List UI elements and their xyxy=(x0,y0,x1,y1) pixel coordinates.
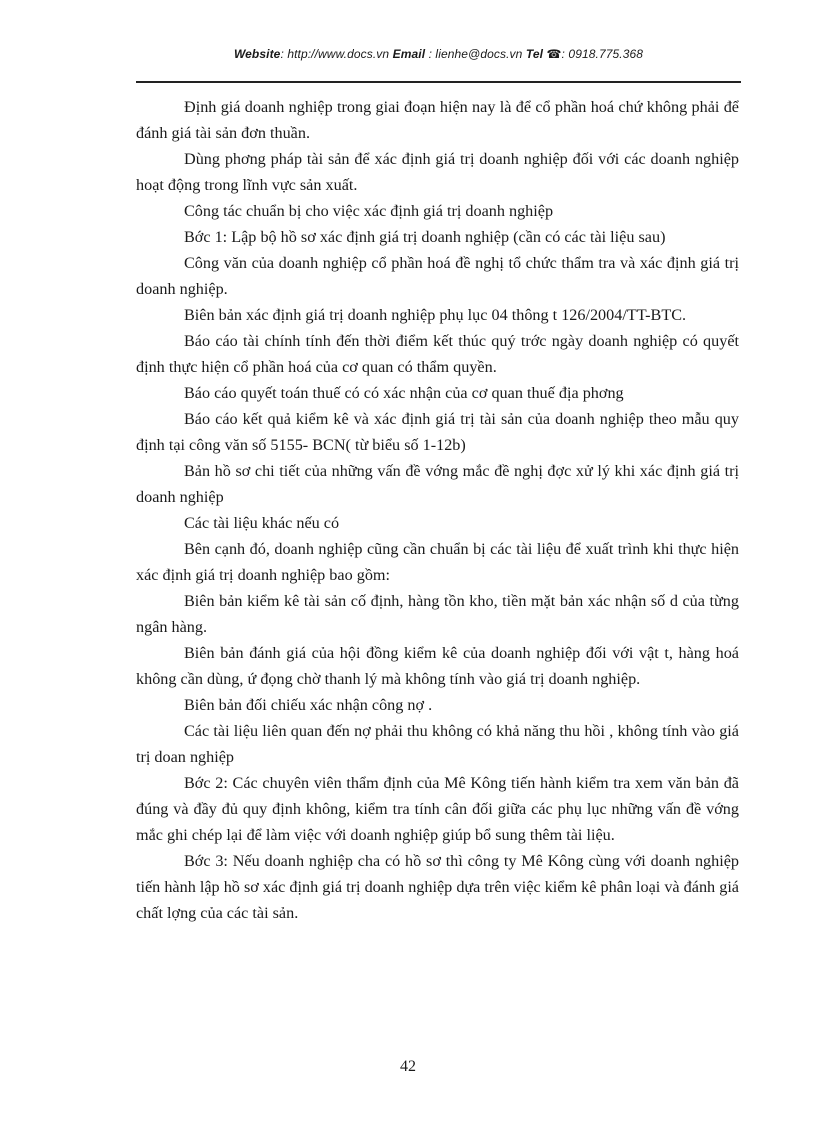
page-number: 42 xyxy=(400,1058,416,1075)
header-divider xyxy=(136,81,741,83)
paragraph: Định giá doanh nghiệp trong giai đoạn hiện nay là để cổ phần hoá chứ không phải để đánh giá tài sản đơn thuần. xyxy=(136,98,739,142)
paragraph: Báo cáo kết quả kiểm kê và xác định giá trị tài sản của doanh nghiệp theo mẫu quy định tại công văn số 5155- BCN( từ biểu số 1-12b) xyxy=(136,410,739,454)
email-value: : lienhe@docs.vn xyxy=(428,47,523,61)
paragraph: Dùng phơng pháp tài sản để xác định giá trị doanh nghiệp đối với các doanh nghiệp hoạt động trong lĩnh vực sản xuất. xyxy=(136,150,739,194)
paragraph: Bớc 2: Các chuyên viên thẩm định của Mê Kông tiến hành kiểm tra xem văn bản đã đúng và đầy đủ quy định không, kiểm tra tính cân đối giữa các phụ lục những vấn đề vớng mắc ghi chép lại để làm việc với doanh nghiệp giúp bổ sung thêm tài liệu. xyxy=(136,774,739,844)
paragraph: Bớc 1: Lập bộ hồ sơ xác định giá trị doanh nghiệp (cần có các tài liệu sau) xyxy=(184,228,666,246)
phone-icon: ☎ xyxy=(546,47,562,61)
paragraph: Công tác chuẩn bị cho việc xác định giá trị doanh nghiệp xyxy=(184,202,554,220)
paragraph: Bớc 3: Nếu doanh nghiệp cha có hồ sơ thì công ty Mê Kông cùng với doanh nghiệp tiến hành lập hồ sơ xác định giá trị doanh nghiệp dựa trên việc kiểm kê phân loại và đánh giá chất lợng của các tài sản. xyxy=(136,852,739,922)
website-label: Website xyxy=(233,47,281,61)
paragraph: Các tài liệu khác nếu có xyxy=(184,514,340,532)
paragraph: Báo cáo tài chính tính đến thời điểm kết thúc quý trớc ngày doanh nghiệp có quyết định thực hiện cổ phần hoá của cơ quan có thẩm quyền. xyxy=(136,332,739,376)
page-header xyxy=(136,47,741,61)
tel-value: : 0918.775.368 xyxy=(561,47,644,61)
paragraph: Biên bản đối chiếu xác nhận công nợ . xyxy=(184,696,433,714)
document-body xyxy=(136,94,739,926)
paragraph: Công văn của doanh nghiệp cổ phần hoá đề nghị tổ chức thẩm tra và xác định giá trị doanh nghiệp. xyxy=(136,254,739,298)
paragraph: Biên bản xác định giá trị doanh nghiệp phụ lục 04 thông t 126/2004/TT-BTC. xyxy=(184,306,687,324)
paragraph: Báo cáo quyết toán thuế có có xác nhận của cơ quan thuế địa phơng xyxy=(184,384,624,402)
email-label: Email xyxy=(392,47,426,61)
tel-label: Tel xyxy=(525,47,544,61)
website-value: : http://www.docs.vn xyxy=(280,47,390,61)
paragraph: Bản hồ sơ chi tiết của những vấn đề vớng mắc đề nghị đợc xử lý khi xác định giá trị doanh nghiệp xyxy=(136,462,739,506)
paragraph: Các tài liệu liên quan đến nợ phải thu không có khả năng thu hồi , không tính vào giá trị doan nghiệp xyxy=(136,722,739,766)
paragraph: Biên bản kiểm kê tài sản cố định, hàng tồn kho, tiền mặt bản xác nhận số d của từng ngân hàng. xyxy=(136,592,739,636)
paragraph: Biên bản đánh giá của hội đồng kiểm kê của doanh nghiệp đối với vật t, hàng hoá không cần dùng, ứ đọng chờ thanh lý mà không tính vào giá trị doanh nghiệp. xyxy=(136,644,739,688)
paragraph: Bên cạnh đó, doanh nghiệp cũng cần chuẩn bị các tài liệu để xuất trình khi thực hiện xác định giá trị doanh nghiệp bao gồm: xyxy=(136,540,739,584)
